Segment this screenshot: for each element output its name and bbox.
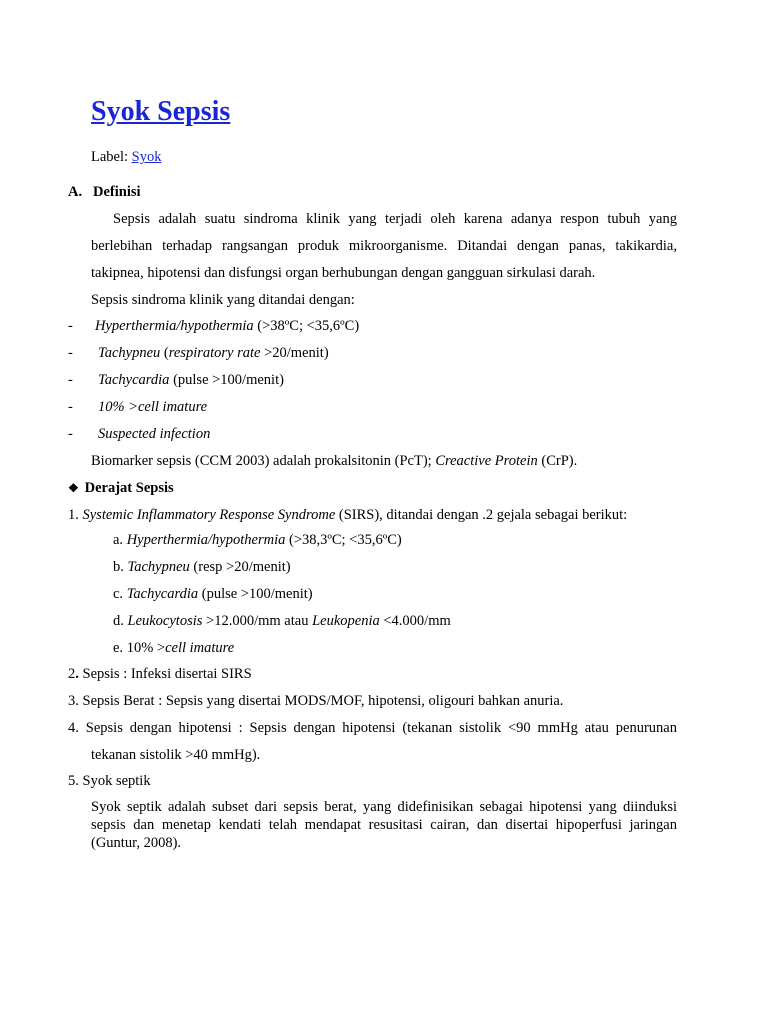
sub-rest: (>38,3ºC; <35,6ºC) xyxy=(285,532,402,548)
definisi-line-1: Sepsis adalah suatu sindroma klinik yang terjadi oleh karena adanya respon tubuh yang xyxy=(113,211,677,227)
sub-letter: c. xyxy=(113,586,127,602)
bullet-italic-2: respiratory rate xyxy=(168,345,261,361)
definisi-line-3: takipnea, hipotensi dan disfungsi organ berhubungan dengan gangguan sirkulasi darah. xyxy=(91,265,596,281)
derajat-item-4-line-2: tekanan sistolik >40 mmHg). xyxy=(91,747,261,763)
sub-italic-2: cell imature xyxy=(165,640,235,656)
item-italic: Systemic Inflammatory Response Syndrome xyxy=(82,507,336,523)
derajat-item-4-line-1: 4. Sepsis dengan hipotensi : Sepsis dengan hipotensi (tekanan sistolik <90 mmHg atau penurunan xyxy=(68,720,677,736)
label-link[interactable]: Syok xyxy=(131,149,162,165)
sub-italic: Hyperthermia/hypothermia xyxy=(126,532,286,548)
item-dot: . xyxy=(75,666,79,682)
sub-item xyxy=(113,638,234,658)
sub-rest: (pulse >100/menit) xyxy=(198,586,313,602)
bullet-italic: Tachycardia xyxy=(98,372,170,388)
sub-letter: e. xyxy=(113,640,127,656)
bullet-rest: (pulse >100/menit) xyxy=(169,372,284,388)
bullet-dash: - xyxy=(68,399,73,415)
bullet-dash: - xyxy=(68,372,73,388)
bullet-item xyxy=(68,316,73,336)
bullet-text xyxy=(98,397,207,417)
derajat-title: Derajat Sepsis xyxy=(84,480,174,496)
sub-italic: Tachycardia xyxy=(126,586,199,602)
diamond-bullet-icon: ❖ xyxy=(68,481,79,495)
label-line xyxy=(91,147,162,167)
bullet-text xyxy=(98,370,284,390)
bullet-text xyxy=(95,316,359,336)
bullet-italic: Hyperthermia/hypothermia xyxy=(95,318,254,334)
derajat-item-5: 5. Syok septik xyxy=(68,773,151,789)
syok-line-3: (Guntur, 2008). xyxy=(91,835,182,851)
item-rest: (SIRS), ditandai dengan .2 gejala sebagai berikut: xyxy=(335,507,628,523)
definisi-para-2: Sepsis sindroma klinik yang ditandai dengan: xyxy=(91,292,355,308)
bullet-italic: 10% >cell imature xyxy=(98,399,208,415)
biomarker-italic: Creactive Protein xyxy=(435,453,538,469)
biomarker-post: (CrP). xyxy=(537,453,578,469)
sub-italic: Tachypneu xyxy=(127,559,190,575)
derajat-item-3: 3. Sepsis Berat : Sepsis yang disertai MODS/MOF, hipotensi, oligouri bahkan anuria. xyxy=(68,693,564,709)
bullet-rest: >20/menit) xyxy=(260,345,329,361)
sub-rest-2: <4.000/mm xyxy=(379,613,451,629)
bullet-dash: - xyxy=(68,318,73,334)
item-number: 2 xyxy=(68,666,76,682)
page-title[interactable]: Syok Sepsis xyxy=(91,96,231,127)
derajat-item-1 xyxy=(68,505,627,525)
bullet-dash: - xyxy=(68,426,73,442)
bullet-item xyxy=(68,370,73,390)
sub-item xyxy=(113,584,313,604)
sub-item xyxy=(113,530,402,550)
sub-item xyxy=(113,611,451,631)
biomarker-line xyxy=(91,451,577,471)
sub-letter: a. xyxy=(113,532,127,548)
item-number: 1. xyxy=(68,507,83,523)
bullet-text xyxy=(98,343,329,363)
label-prefix: Label: xyxy=(91,149,129,165)
sub-rest: >12.000/mm atau xyxy=(202,613,313,629)
section-a-title: Definisi xyxy=(92,184,141,200)
syok-line-1: Syok septik adalah subset dari sepsis berat, yang didefinisikan sebagai hipotensi yang diinduksi xyxy=(91,799,677,815)
sub-rest: 10% > xyxy=(126,640,166,656)
bullet-rest: (>38ºC; <35,6ºC) xyxy=(253,318,360,334)
sub-rest: (resp >20/menit) xyxy=(189,559,291,575)
bullet-item xyxy=(68,343,73,363)
derajat-item-2 xyxy=(68,664,252,684)
biomarker-pre: Biomarker sepsis (CCM 2003) adalah prokalsitonin (PcT); xyxy=(91,453,436,469)
definisi-line-2: berlebihan terhadap rangsangan produk mikroorganisme. Ditandai dengan panas, takikardia, xyxy=(91,238,677,254)
bullet-item xyxy=(68,424,73,444)
bullet-text xyxy=(98,424,210,444)
sub-letter: d. xyxy=(113,613,128,629)
sub-italic-2: Leukopenia xyxy=(312,613,380,629)
bullet-mid: ( xyxy=(160,345,169,361)
sub-italic: Leukocytosis xyxy=(127,613,203,629)
bullet-item xyxy=(68,397,73,417)
section-a-heading xyxy=(68,182,141,202)
bullet-italic: Tachypneu xyxy=(98,345,161,361)
bullet-italic: Suspected infection xyxy=(98,426,211,442)
derajat-heading xyxy=(68,478,174,498)
sub-item xyxy=(113,557,291,577)
syok-line-2: sepsis dan menetap kendati telah mendapat resusitasi cairan, dan disertai hipoperfusi jaringan xyxy=(91,817,677,833)
bullet-dash: - xyxy=(68,345,73,361)
sub-letter: b. xyxy=(113,559,128,575)
section-a-letter: A. xyxy=(68,184,83,200)
item-text: Sepsis : Infeksi disertai SIRS xyxy=(78,666,252,682)
